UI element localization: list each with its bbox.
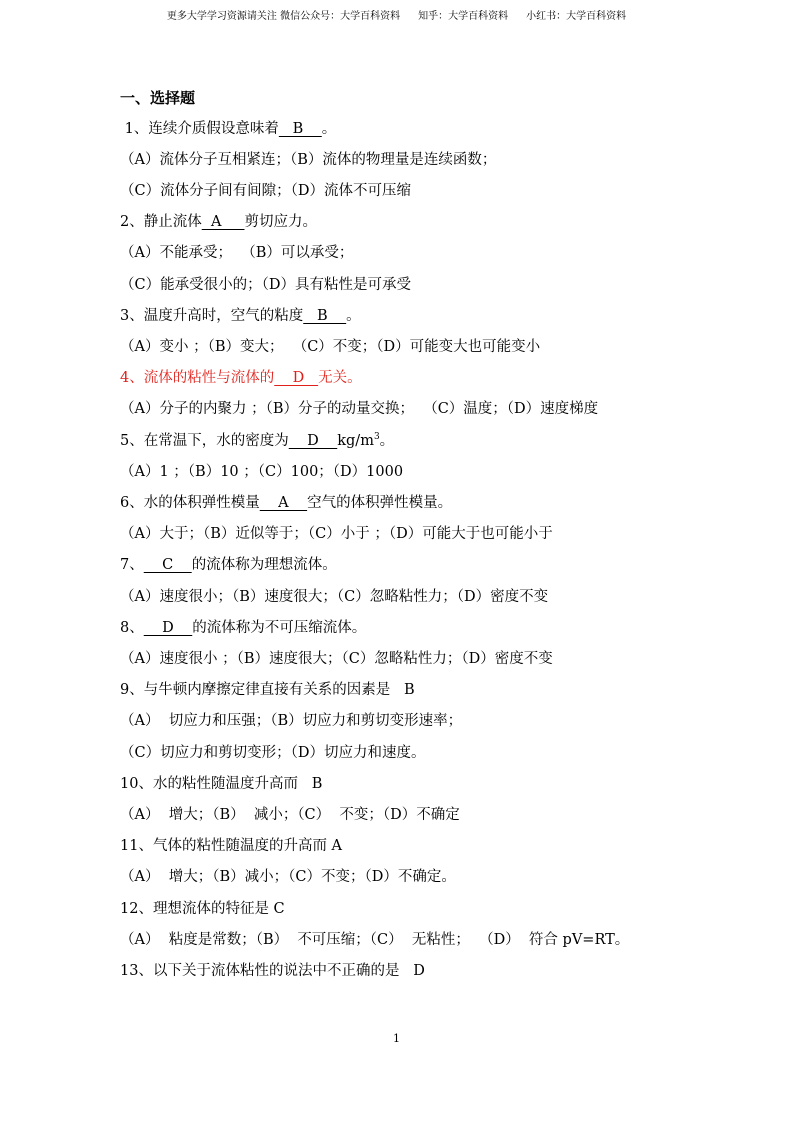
question-13: 13、以下关于流体粘性的说法中不正确的是 D [120, 963, 425, 979]
answer-blank: A [259, 495, 308, 511]
answer-blank: D [143, 620, 193, 636]
question-12-options-1: （A） 粘度是常数；（B） 不可压缩；（C） 无粘性； （D） 符合 pV=RT。 [120, 932, 630, 948]
header-middle: 知乎：大学百科资料 [418, 11, 509, 22]
question-1: 1、连续介质假设意味着 B 。 [120, 121, 337, 137]
answer-blank: B [278, 121, 322, 137]
question-9-options-1: （A） 切应力和压强；（B）切应力和剪切变形速率； [120, 713, 463, 729]
question-11: 11、气体的粘性随温度的升高而 A [120, 838, 343, 854]
question-3: 3、温度升高时，空气的粘度 B 。 [120, 308, 361, 324]
question-4: 4、流体的粘性与流体的 D 无关。 [120, 370, 362, 386]
question-6-options-1: （A）大于；（B）近似等于；（C）小于 ；（D）可能大于也可能小于 [120, 526, 553, 542]
question-6: 6、水的体积弹性模量 A 空气的体积弹性模量。 [120, 495, 453, 511]
question-2: 2、静止流体 A 剪切应力。 [120, 214, 317, 230]
question-10: 10、水的粘性随温度升高而 B [120, 776, 323, 792]
question-2-options-1: （A）不能承受； （B）可以承受； [120, 245, 354, 261]
answer-blank: A [201, 214, 245, 230]
question-5: 5、在常温下，水的密度为 D $kg/m^3$。 [120, 432, 395, 449]
header-right: 小红书：大学百科资料 [526, 11, 627, 22]
header-left: 更多大学学习资源请关注 微信公众号：大学百科资料 [166, 11, 401, 22]
page-header [0, 7, 793, 22]
question-2-options-2: （C）能承受很小的；（D）具有粘性是可承受 [120, 277, 411, 293]
question-9: 9、与牛顿内摩擦定律直接有关系的因素是 B [120, 682, 415, 698]
question-5-options-1: （A）1 ；（B）10 ；（C）100；（D）1000 [120, 464, 404, 480]
question-1-options-1: （A）流体分子互相紧连；（B）流体的物理量是连续函数； [120, 152, 497, 168]
answer-blank: B [303, 308, 347, 324]
question-9-options-2: （C）切应力和剪切变形；（D）切应力和速度。 [120, 745, 426, 761]
question-12: 12、理想流体的特征是 C [120, 901, 285, 917]
section-title: 一、选择题 [120, 89, 196, 107]
page-number: 1 [393, 1032, 400, 1045]
question-8: 8、 D 的流体称为不可压缩流体。 [120, 620, 367, 636]
answer-blank: C [143, 557, 192, 573]
question-1-options-2: （C）流体分子间有间隙；（D）流体不可压缩 [120, 183, 411, 199]
question-10-options-1: （A） 增大；（B） 减小；（C） 不变；（D）不确定 [120, 807, 460, 823]
question-7: 7、 C 的流体称为理想流体。 [120, 557, 337, 573]
question-4-options-1: （A）分子的内聚力 ；（B）分子的动量交换； （C）温度；（D）速度梯度 [120, 401, 599, 417]
answer-blank: D [288, 433, 338, 449]
question-3-options-1: （A）变小 ；（B）变大； （C）不变；（D）可能变大也可能变小 [120, 339, 541, 355]
question-8-options-1: （A）速度很小 ；（B）速度很大；（C）忽略粘性力；（D）密度不变 [120, 651, 553, 667]
question-7-options-1: （A）速度很小；（B）速度很大；（C）忽略粘性力；（D）密度不变 [120, 589, 549, 605]
question-11-options-1: （A） 增大；（B）减小；（C）不变；（D）不确定。 [120, 869, 456, 885]
answer-blank: D [274, 370, 319, 386]
superscript: 3 [373, 432, 380, 443]
